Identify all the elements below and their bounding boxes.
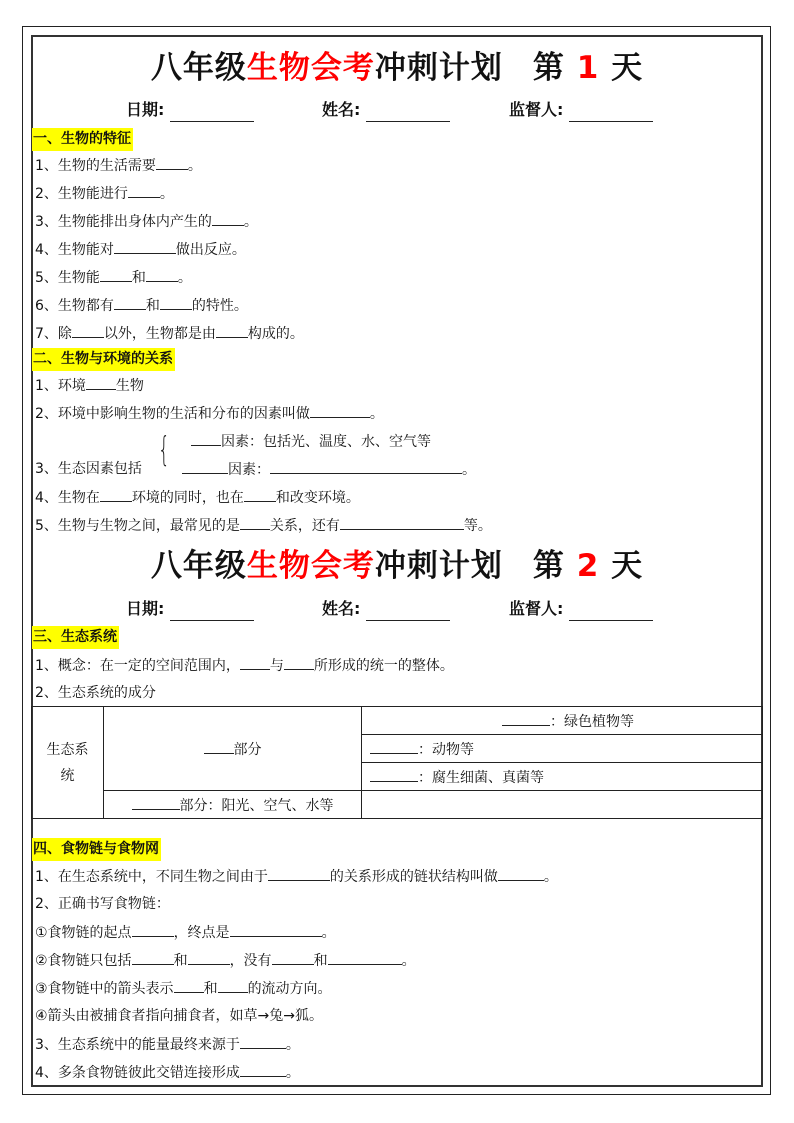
date-blank[interactable] xyxy=(170,103,254,122)
s2-item-4: 4、生物在 环境的同时，也在 和改变环境。 xyxy=(35,487,360,508)
s3-item-2: 2、生态系统的成分 xyxy=(35,685,156,701)
supervisor-blank[interactable] xyxy=(569,602,653,621)
s2-item-5: 5、生物与生物之间，最常见的是 关系，还有 等。 xyxy=(35,515,492,536)
s4-item-2: 2、正确书写食物链： xyxy=(35,896,170,912)
s2-item-3-upper: 因素：包括光、温度、水、空气等 xyxy=(191,431,431,452)
s1-item-1: 1、生物的生活需要 。 xyxy=(35,155,202,176)
s1-item-5: 5、生物能 和 。 xyxy=(35,267,192,288)
title-highlight-text: 生物会考 xyxy=(246,548,375,584)
date-blank[interactable] xyxy=(170,602,254,621)
section3-heading: 三、生态系统 xyxy=(32,626,119,649)
date-label: 日期: xyxy=(126,100,165,119)
name-label: 姓名: xyxy=(322,100,361,119)
abiotic-cell: 部分：阳光、空气、水等 xyxy=(104,791,362,819)
day-suffix: 天 xyxy=(611,548,644,584)
s1-item-4: 4、生物能对 做出反应。 xyxy=(35,239,246,260)
supervisor-field[interactable] xyxy=(509,597,653,621)
s1-item-7: 7、除 以外，生物都是由 构成的。 xyxy=(35,323,304,344)
name-field[interactable] xyxy=(322,597,450,621)
day2-title xyxy=(31,546,763,586)
title-text: 八年级 xyxy=(150,548,247,584)
s4-item-2-4: ④箭头由被捕食者指向捕食者，如草→兔→狐。 xyxy=(35,1008,324,1024)
name-blank[interactable] xyxy=(366,103,450,122)
s4-item-2-1: ①食物链的起点 ，终点是 。 xyxy=(35,922,336,943)
s3-item-1: 1、概念：在一定的空间范围内， 与 所形成的统一的整体。 xyxy=(35,655,454,676)
day-number: 2 xyxy=(576,548,600,584)
brace-icon: { xyxy=(158,430,170,470)
day-prefix: 第 xyxy=(532,548,565,584)
decomposer-cell: ：腐生细菌、真菌等 xyxy=(362,763,763,791)
ecosystem-components-table xyxy=(31,706,763,819)
supervisor-label: 监督人: xyxy=(509,599,564,618)
s4-item-2-3: ③食物链中的箭头表示 和 的流动方向。 xyxy=(35,978,332,999)
title-text: 冲刺计划 xyxy=(374,548,503,584)
day1-title xyxy=(31,48,763,88)
name-field[interactable] xyxy=(322,98,450,122)
s1-item-3: 3、生物能排出身体内产生的 。 xyxy=(35,211,258,232)
s1-item-6: 6、生物都有 和 的特性。 xyxy=(35,295,248,316)
s2-item-2: 2、环境中影响生物的生活和分布的因素叫做 。 xyxy=(35,403,384,424)
section4-heading: 四、食物链与食物网 xyxy=(32,838,161,861)
consumer-cell: ：动物等 xyxy=(362,735,763,763)
title-text: 冲刺计划 xyxy=(374,50,503,86)
name-label: 姓名: xyxy=(322,599,361,618)
name-blank[interactable] xyxy=(366,602,450,621)
producer-cell: ：绿色植物等 xyxy=(362,707,763,735)
supervisor-blank[interactable] xyxy=(569,103,653,122)
title-highlight-text: 生物会考 xyxy=(246,50,375,86)
day-number: 1 xyxy=(576,50,600,86)
day2-meta-row xyxy=(31,597,763,621)
day-suffix: 天 xyxy=(611,50,644,86)
s4-item-4: 4、多条食物链彼此交错连接形成 。 xyxy=(35,1062,300,1083)
day-prefix: 第 xyxy=(532,50,565,86)
day1-meta-row xyxy=(31,98,763,122)
biotic-cell: 部分 xyxy=(104,707,362,791)
row-header-cell: 生态系统 xyxy=(32,707,104,819)
supervisor-field[interactable] xyxy=(509,98,653,122)
s4-item-3: 3、生态系统中的能量最终来源于 。 xyxy=(35,1034,300,1055)
s4-item-1: 1、在生态系统中，不同生物之间由于 的关系形成的链状结构叫做 。 xyxy=(35,866,558,887)
table-row xyxy=(32,707,763,735)
s1-item-2: 2、生物能进行 。 xyxy=(35,183,174,204)
table-row xyxy=(32,791,763,819)
s4-item-2-2: ②食物链只包括 和 ，没有 和 。 xyxy=(35,950,416,971)
date-field[interactable] xyxy=(126,597,254,621)
s2-item-3: 3、生态因素包括 xyxy=(35,461,142,477)
date-label: 日期: xyxy=(126,599,165,618)
s2-item-3-lower: 因素： 。 xyxy=(182,459,476,480)
title-text: 八年级 xyxy=(150,50,247,86)
section1-heading: 一、生物的特征 xyxy=(32,128,133,151)
empty-cell xyxy=(362,791,763,819)
s2-item-1: 1、环境 生物 xyxy=(35,375,144,396)
section2-heading: 二、生物与环境的关系 xyxy=(32,348,175,371)
date-field[interactable] xyxy=(126,98,254,122)
supervisor-label: 监督人: xyxy=(509,100,564,119)
